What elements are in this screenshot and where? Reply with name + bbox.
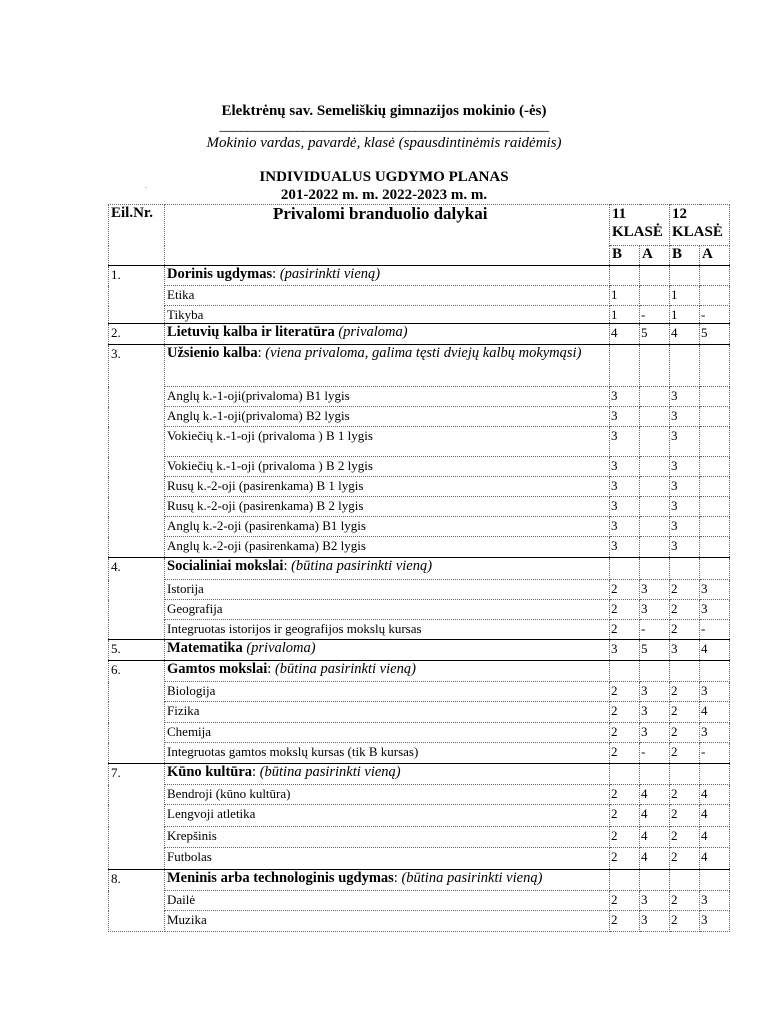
hours-cell: 2	[670, 911, 700, 932]
category-name-cell: Užsienio kalba: (viena privaloma, galima tęsti dviejų kalbų mokymąsi)	[165, 345, 610, 387]
hours-cell: 1	[610, 306, 640, 324]
subject-row	[109, 306, 730, 324]
category-note: (būtina pasirinkti vieną)	[291, 558, 433, 574]
hours-cell: 5	[700, 324, 730, 345]
row-number: 1.	[109, 266, 165, 324]
hours-cell	[610, 764, 640, 785]
hours-cell	[610, 345, 640, 387]
hours-cell	[670, 764, 700, 785]
subject-name: Lengvoji atletika	[165, 805, 610, 827]
hours-cell	[640, 558, 670, 580]
hours-cell: 2	[670, 743, 700, 764]
hours-cell: 4	[700, 702, 730, 723]
hours-cell: 2	[610, 580, 640, 600]
subject-name: Rusų k.-2-oji (pasirenkama) B 2 lygis	[165, 497, 610, 517]
hours-cell: 3	[640, 682, 670, 702]
hours-cell	[640, 457, 670, 477]
hours-cell: 2	[670, 891, 700, 911]
hours-cell: 2	[610, 891, 640, 911]
subject-row	[109, 891, 730, 911]
subject-name: Geografija	[165, 600, 610, 620]
hours-cell: 2	[670, 723, 700, 743]
subject-row	[109, 620, 730, 640]
hours-cell	[640, 517, 670, 537]
hours-cell: 4	[640, 785, 670, 805]
hours-cell: 2	[670, 805, 700, 827]
hours-cell: 3	[700, 580, 730, 600]
hours-cell	[670, 661, 700, 682]
category-name-cell: Socialiniai mokslai: (būtina pasirinkti vieną)	[165, 558, 610, 580]
hours-cell: 2	[670, 848, 700, 870]
category-row	[109, 324, 730, 345]
school-years: 201-2022 m. m. 2022-2023 m. m.	[280, 187, 488, 203]
subject-row	[109, 702, 730, 723]
subject-name: Anglų k.-1-oji(privaloma) B2 lygis	[165, 407, 610, 427]
hours-cell: 3	[610, 477, 640, 497]
hours-cell: 2	[670, 620, 700, 640]
category-row	[109, 764, 730, 785]
hours-cell	[700, 457, 730, 477]
hours-cell: 1	[670, 286, 700, 306]
category-row	[109, 266, 730, 286]
hours-cell: 3	[670, 537, 700, 558]
hours-cell: 4	[670, 324, 700, 345]
hours-cell	[640, 477, 670, 497]
hours-cell: 2	[610, 805, 640, 827]
hours-cell: 3	[700, 911, 730, 932]
hours-cell	[700, 286, 730, 306]
hours-cell	[640, 266, 670, 286]
hours-cell	[640, 497, 670, 517]
category-note: (pasirinkti vieną)	[279, 266, 381, 282]
hours-cell: -	[700, 620, 730, 640]
subject-row	[109, 600, 730, 620]
subject-name: Etika	[165, 286, 610, 306]
hours-cell: 4	[640, 848, 670, 870]
category-row	[109, 558, 730, 580]
hours-cell	[700, 427, 730, 457]
category-name: Gamtos mokslai	[167, 661, 268, 677]
hours-cell: 2	[610, 785, 640, 805]
category-note: (viena privaloma, galima tęsti dviejų kalbų mokymąsi)	[265, 345, 582, 361]
hours-cell: 4	[700, 827, 730, 848]
hours-cell: 5	[640, 640, 670, 661]
subject-row	[109, 497, 730, 517]
subject-row	[109, 537, 730, 558]
category-name-cell	[165, 640, 610, 661]
category-note: (privaloma)	[338, 324, 408, 340]
hours-cell	[610, 870, 640, 891]
hours-cell	[700, 387, 730, 407]
category-name: Matematika	[167, 640, 243, 656]
hours-cell: -	[700, 306, 730, 324]
hours-cell: 5	[640, 324, 670, 345]
hours-cell: 2	[610, 620, 640, 640]
hours-cell	[610, 558, 640, 580]
hours-cell: -	[700, 743, 730, 764]
hours-cell: 3	[610, 427, 640, 457]
subject-name: Dailė	[165, 891, 610, 911]
hours-cell: 3	[640, 723, 670, 743]
row-number: 4.	[109, 558, 165, 640]
table-body	[109, 266, 730, 932]
hours-cell: 3	[670, 517, 700, 537]
subject-row	[109, 785, 730, 805]
row-number: 7.	[109, 764, 165, 870]
category-name: Socialiniai mokslai	[167, 558, 284, 574]
hours-cell: 2	[610, 827, 640, 848]
row-number: 8.	[109, 870, 165, 932]
row-number: 6.	[109, 661, 165, 764]
subject-row	[109, 427, 730, 457]
hours-cell: 1	[670, 306, 700, 324]
subject-row	[109, 407, 730, 427]
hours-cell: 4	[640, 827, 670, 848]
hours-cell: 3	[610, 387, 640, 407]
row-number: 5.	[109, 640, 165, 661]
hours-cell: 3	[610, 537, 640, 558]
category-name-cell: Meninis arba technologinis ugdymas: (būtina pasirinkti vieną)	[165, 870, 610, 891]
hours-cell	[700, 517, 730, 537]
hours-cell	[640, 427, 670, 457]
hours-cell: 3	[640, 891, 670, 911]
subject-name: Futbolas	[165, 848, 610, 870]
subject-name: Chemija	[165, 723, 610, 743]
level-12-a: A	[700, 246, 730, 266]
hours-cell	[700, 477, 730, 497]
hours-cell	[610, 661, 640, 682]
category-row	[109, 870, 730, 891]
subject-row	[109, 723, 730, 743]
hours-cell: 3	[700, 891, 730, 911]
hours-cell	[700, 266, 730, 286]
category-note: (būtina pasirinkti vieną)	[401, 870, 543, 886]
category-name: Meninis arba technologinis ugdymas	[167, 870, 394, 886]
hours-cell: 2	[610, 600, 640, 620]
subject-row	[109, 848, 730, 870]
hours-cell: 2	[670, 702, 700, 723]
header-subject: Privalomi branduolio dalykai	[165, 205, 610, 266]
hours-cell: 3	[670, 387, 700, 407]
subject-row	[109, 911, 730, 932]
subject-name: Rusų k.-2-oji (pasirenkama) B 1 lygis	[165, 477, 610, 497]
hours-cell	[700, 345, 730, 387]
hours-cell: 3	[670, 457, 700, 477]
hours-cell: 2	[670, 682, 700, 702]
hours-cell: 2	[610, 743, 640, 764]
category-row	[109, 345, 730, 387]
hours-cell	[640, 870, 670, 891]
subject-row	[109, 477, 730, 497]
hours-cell	[700, 497, 730, 517]
hours-cell: 3	[640, 911, 670, 932]
hours-cell: 4	[700, 785, 730, 805]
category-note: (būtina pasirinkti vieną)	[259, 764, 401, 780]
hours-cell: 4	[700, 848, 730, 870]
category-name-cell: Dorinis ugdymas: (pasirinkti vieną)	[165, 266, 610, 286]
hours-cell	[610, 266, 640, 286]
hours-cell	[670, 345, 700, 387]
hours-cell: 3	[610, 407, 640, 427]
hours-cell: 3	[610, 517, 640, 537]
category-name-cell	[165, 324, 610, 345]
hours-cell	[640, 764, 670, 785]
level-11-a: A	[640, 246, 670, 266]
hours-cell: 3	[640, 702, 670, 723]
subject-row	[109, 286, 730, 306]
header-nr: Eil.Nr.	[109, 205, 165, 266]
hours-cell: 2	[670, 827, 700, 848]
hours-cell: 2	[670, 785, 700, 805]
hours-cell	[640, 286, 670, 306]
hours-cell: 1	[610, 286, 640, 306]
subject-name: Bendroji (kūno kultūra)	[165, 785, 610, 805]
subject-name: Vokiečių k.-1-oji (privaloma ) B 1 lygis	[165, 427, 610, 457]
name-line: _______________________________________________	[219, 118, 549, 134]
hours-cell: 3	[610, 640, 640, 661]
hours-cell: 2	[670, 580, 700, 600]
hours-cell: 3	[640, 580, 670, 600]
hours-cell	[640, 537, 670, 558]
hours-cell	[640, 407, 670, 427]
hours-cell: 3	[610, 457, 640, 477]
hours-cell	[700, 764, 730, 785]
category-name: Kūno kultūra	[167, 764, 253, 780]
subject-name: Muzika	[165, 911, 610, 932]
subject-name: Biologija	[165, 682, 610, 702]
hours-cell	[640, 387, 670, 407]
level-11-b: B	[610, 246, 640, 266]
hours-cell	[700, 870, 730, 891]
subject-name: Anglų k.-2-oji (pasirenkama) B1 lygis	[165, 517, 610, 537]
subject-row	[109, 517, 730, 537]
category-note: (būtina pasirinkti vieną)	[274, 661, 416, 677]
plan-title: INDIVIDUALUS UGDYMO PLANAS	[259, 169, 509, 185]
category-name-cell: Kūno kultūra: (būtina pasirinkti vieną)	[165, 764, 610, 785]
category-name-cell: Gamtos mokslai: (būtina pasirinkti vieną)	[165, 661, 610, 682]
subject-row	[109, 457, 730, 477]
hours-cell	[700, 537, 730, 558]
hours-cell	[670, 266, 700, 286]
hours-cell	[700, 661, 730, 682]
category-row	[109, 640, 730, 661]
subject-row	[109, 827, 730, 848]
hours-cell: -	[640, 306, 670, 324]
hours-cell: 4	[700, 640, 730, 661]
hours-cell: 3	[670, 407, 700, 427]
hours-cell: 4	[610, 324, 640, 345]
category-name: Dorinis ugdymas	[167, 266, 273, 282]
hours-cell: 2	[610, 682, 640, 702]
hours-cell: 3	[670, 477, 700, 497]
subject-row	[109, 387, 730, 407]
category-row	[109, 661, 730, 682]
subject-name: Fizika	[165, 702, 610, 723]
hours-cell	[670, 558, 700, 580]
row-number: 3.	[109, 345, 165, 558]
subject-row	[109, 805, 730, 827]
subject-row	[109, 743, 730, 764]
header-grade-12: 12 KLASĖ	[670, 205, 730, 246]
hours-cell	[700, 558, 730, 580]
hours-cell: 2	[610, 848, 640, 870]
subject-row	[109, 682, 730, 702]
hours-cell	[640, 345, 670, 387]
subjects-table	[108, 204, 730, 932]
hours-cell: 3	[670, 640, 700, 661]
hours-cell: 3	[610, 497, 640, 517]
subject-name: Vokiečių k.-1-oji (privaloma ) B 2 lygis	[165, 457, 610, 477]
subject-name: Integruotas istorijos ir geografijos mokslų kursas	[165, 620, 610, 640]
category-name: Užsienio kalba	[167, 345, 258, 361]
hours-cell: 3	[640, 600, 670, 620]
hours-cell: 2	[670, 600, 700, 620]
hours-cell: 3	[700, 723, 730, 743]
name-line-caption: Mokinio vardas, pavardė, klasė (spausdintinėmis raidėmis)	[206, 135, 562, 151]
hours-cell: 3	[670, 497, 700, 517]
level-12-b: B	[670, 246, 700, 266]
school-title: Elektrėnų sav. Semeliškių gimnazijos mokinio (-ės)	[221, 103, 547, 119]
table-header-row	[109, 205, 730, 246]
hours-cell: 3	[700, 682, 730, 702]
header-grade-11: 11 KLASĖ	[610, 205, 670, 246]
hours-cell: 2	[610, 723, 640, 743]
subject-name: Integruotas gamtos mokslų kursas (tik B kursas)	[165, 743, 610, 764]
subject-name: Krepšinis	[165, 827, 610, 848]
stray-dot: .	[145, 181, 147, 190]
hours-cell: 3	[670, 427, 700, 457]
subject-row	[109, 580, 730, 600]
hours-cell: 4	[700, 805, 730, 827]
hours-cell	[700, 407, 730, 427]
hours-cell: -	[640, 743, 670, 764]
hours-cell: 3	[700, 600, 730, 620]
hours-cell: 2	[610, 702, 640, 723]
hours-cell: 4	[640, 805, 670, 827]
subject-name: Anglų k.-1-oji(privaloma) B1 lygis	[165, 387, 610, 407]
subject-name: Istorija	[165, 580, 610, 600]
category-name: Lietuvių kalba ir literatūra	[167, 324, 335, 340]
row-number: 2.	[109, 324, 165, 345]
subject-name: Anglų k.-2-oji (pasirenkama) B2 lygis	[165, 537, 610, 558]
subject-name: Tikyba	[165, 306, 610, 324]
hours-cell: 2	[610, 911, 640, 932]
category-note: (privaloma)	[246, 640, 316, 656]
hours-cell	[670, 870, 700, 891]
hours-cell: -	[640, 620, 670, 640]
hours-cell	[640, 661, 670, 682]
